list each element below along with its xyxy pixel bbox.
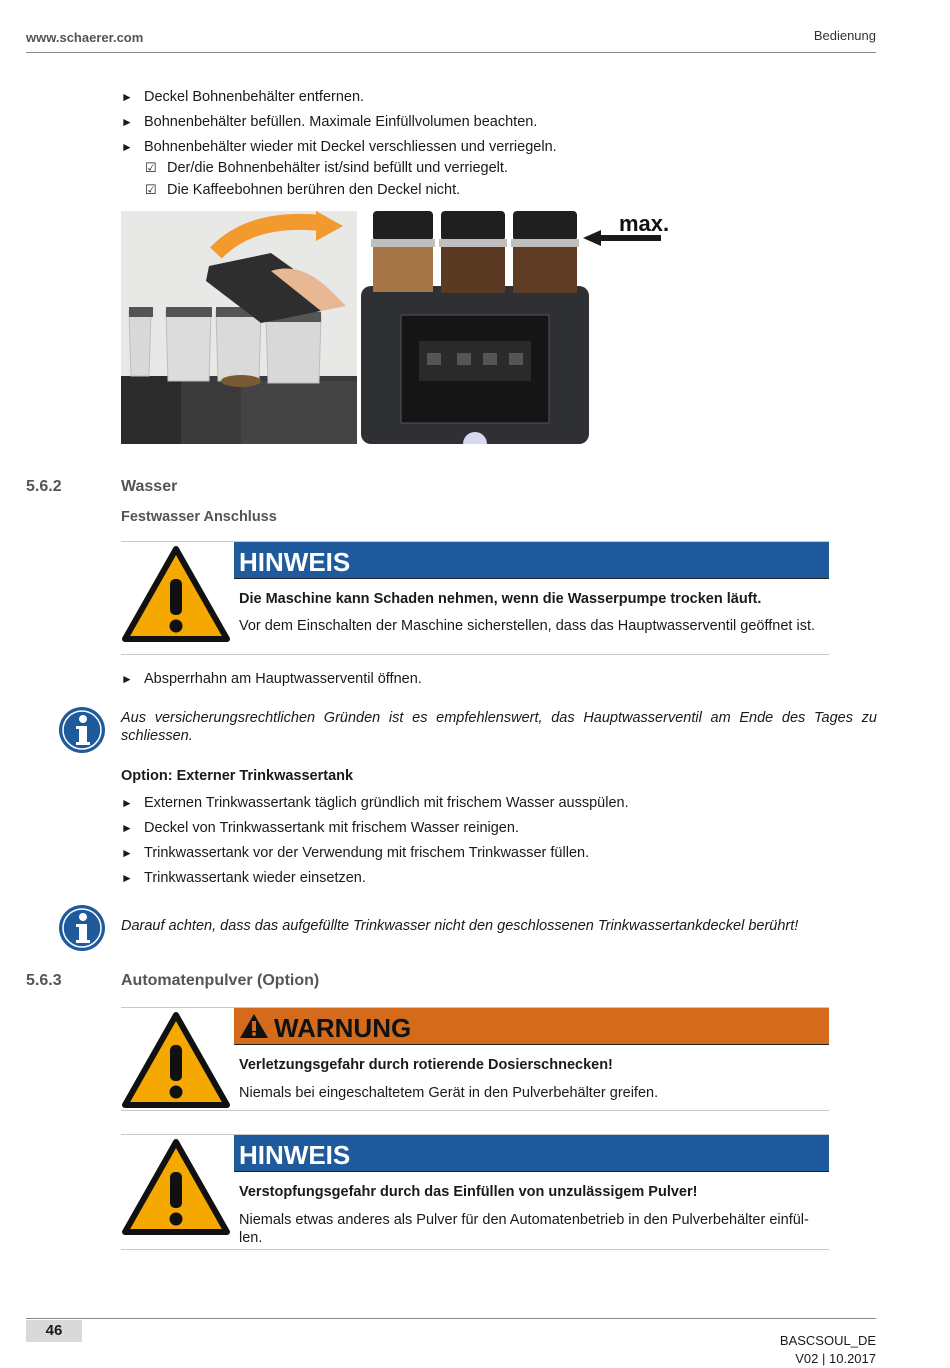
warning-label: WARNUNG xyxy=(274,1013,412,1043)
result-text: Der/die Bohnenbehälter ist/sind befüllt und verriegelt. xyxy=(167,160,508,176)
notice-text: Vor dem Einschalten der Maschine sicherstellen, dass das Hauptwasserventil geöffnet ist. xyxy=(239,618,816,634)
option-heading: Option: Externer Trinkwassertank xyxy=(121,768,354,784)
step-item xyxy=(121,139,557,155)
website-url: www.schaerer.com xyxy=(26,30,144,45)
step-text: Bohnenbehälter befüllen. Maximale Einfüllvolumen beachten. xyxy=(144,114,538,130)
step-text: Externen Trinkwassertank täglich gründlich mit frischem Wasser ausspülen. xyxy=(144,795,629,811)
max-label: max. xyxy=(619,211,670,236)
result-item xyxy=(145,160,508,176)
section-number: 5.6.2 xyxy=(26,478,62,495)
section-number: 5.6.3 xyxy=(26,972,62,989)
step-text: Deckel von Trinkwassertank mit frischem Wasser reinigen. xyxy=(144,820,519,836)
document-id: BASCSOUL_DE xyxy=(779,1333,876,1348)
header-rule xyxy=(26,52,876,53)
info-text: Darauf achten, dass das aufgefüllte Trinkwasser nicht den geschlossenen Trinkwassertankdeckel berührt! xyxy=(121,918,799,934)
bullet-arrow-icon: ► xyxy=(121,871,133,885)
bullet-arrow-icon: ► xyxy=(121,90,133,104)
step-text: Absperrhahn am Hauptwasserventil öffnen. xyxy=(144,671,422,687)
bullet-arrow-icon: ► xyxy=(121,140,133,154)
document-info xyxy=(780,1332,876,1368)
warning-text: Niemals bei eingeschaltetem Gerät in den Pulverbehälter greifen. xyxy=(239,1085,659,1101)
warning-triangle-icon xyxy=(121,1011,231,1111)
photo-bean-hopper-open xyxy=(121,211,357,444)
photo-coffee-machine-hoppers xyxy=(361,211,689,444)
bullet-arrow-icon: ► xyxy=(121,115,133,129)
info-icon xyxy=(58,904,106,952)
step-item xyxy=(121,671,422,687)
bullet-arrow-icon: ► xyxy=(121,821,133,835)
step-item xyxy=(121,89,364,105)
subheading: Festwasser Anschluss xyxy=(121,509,277,525)
step-item xyxy=(121,820,519,836)
step-item xyxy=(121,795,629,811)
warning-box xyxy=(121,1007,829,1111)
section-title: Automatenpulver (Option) xyxy=(121,972,320,989)
notice-label: HINWEIS xyxy=(234,542,829,578)
warning-small-icon xyxy=(238,1012,270,1040)
step-item xyxy=(121,870,366,886)
step-item xyxy=(121,114,537,130)
bullet-arrow-icon: ► xyxy=(121,796,133,810)
warning-title: Verletzungsgefahr durch rotierende Dosierschnecken! xyxy=(239,1057,613,1073)
notice-title: Die Maschine kann Schaden nehmen, wenn die Wasserpumpe trocken läuft. xyxy=(239,591,762,607)
warning-triangle-icon xyxy=(121,545,231,645)
page-number: 46 xyxy=(26,1320,82,1342)
checkbox-checked-icon: ☑ xyxy=(145,160,157,175)
step-item xyxy=(121,845,589,861)
notice-label: HINWEIS xyxy=(234,1135,829,1171)
document-version: V02 | 10.2017 xyxy=(795,1351,876,1366)
step-text: Deckel Bohnenbehälter entfernen. xyxy=(144,89,365,105)
result-text: Die Kaffeebohnen berühren den Deckel nicht. xyxy=(167,182,461,198)
footer-rule xyxy=(26,1318,876,1319)
info-text: Aus versicherungsrechtlichen Gründen ist es empfehlenswert, das Hauptwasserventil am Ende des Tages zu schliessen. xyxy=(121,710,877,744)
step-text: Bohnenbehälter wieder mit Deckel verschliessen und verriegeln. xyxy=(144,139,557,155)
info-icon xyxy=(58,706,106,754)
chapter-title: Bedienung xyxy=(813,28,876,43)
notice-box xyxy=(121,541,829,655)
warning-triangle-icon xyxy=(121,1138,231,1238)
checkbox-checked-icon: ☑ xyxy=(145,182,157,197)
notice-text: Niemals etwas anderes als Pulver für den Automatenbetrieb in den Pulverbehälter einfül-len. xyxy=(239,1212,809,1246)
section-title: Wasser xyxy=(121,478,178,495)
result-item xyxy=(145,182,460,198)
notice-box xyxy=(121,1134,829,1250)
step-text: Trinkwassertank wieder einsetzen. xyxy=(144,870,366,886)
step-text: Trinkwassertank vor der Verwendung mit frischem Trinkwasser füllen. xyxy=(144,845,590,861)
notice-title: Verstopfungsgefahr durch das Einfüllen von unzulässigem Pulver! xyxy=(239,1184,698,1200)
bullet-arrow-icon: ► xyxy=(121,846,133,860)
bullet-arrow-icon: ► xyxy=(121,672,133,686)
